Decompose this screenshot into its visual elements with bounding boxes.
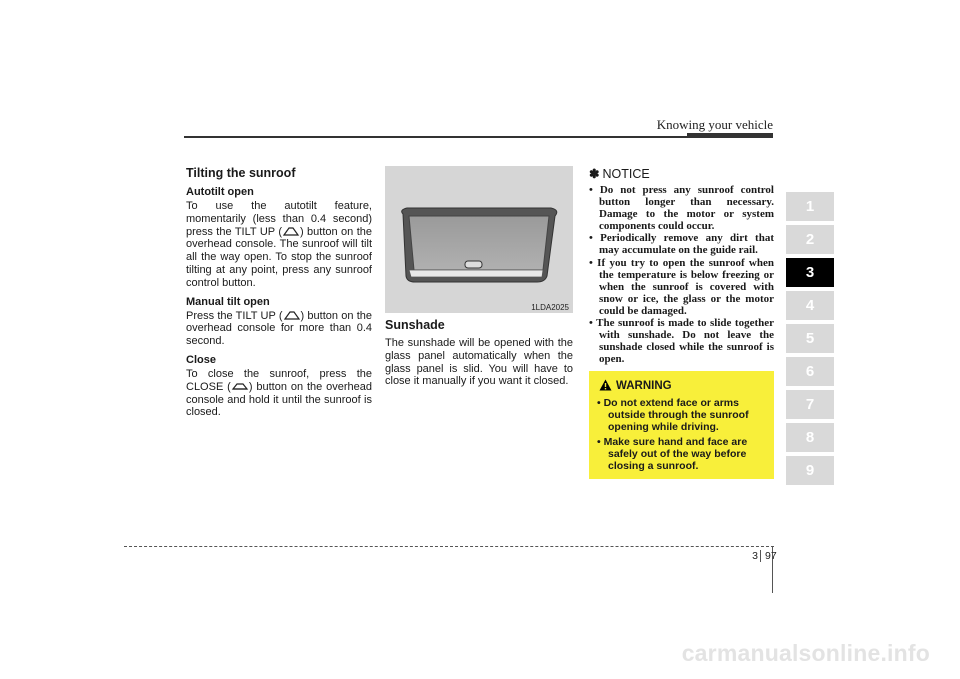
notice-title: NOTICE: [602, 167, 650, 181]
manual-text-b: ) button on the overhead console for more than 0.4 second.: [186, 309, 372, 348]
chapter-tab-7[interactable]: 7: [786, 390, 834, 419]
page-chapter: 3: [728, 550, 761, 562]
warning-heading: [599, 379, 672, 392]
column-sunshade: [385, 166, 573, 388]
figure-code: 1LDA2025: [531, 303, 569, 312]
warning-item: • Make sure hand and face are safely out of the way before closing a sunroof.: [597, 436, 748, 473]
chapter-tab-9[interactable]: 9: [786, 456, 834, 485]
chapter-tab-1[interactable]: 1: [786, 192, 834, 221]
warning-title: WARNING: [616, 380, 672, 392]
sunshade-illustration: [385, 166, 573, 313]
close-text-b: ) button on the overhead console and hold it until the sunroof is closed.: [186, 380, 372, 419]
warning-box: [589, 371, 774, 479]
header-rule-accent: [687, 133, 773, 138]
heading-sunshade: Sunshade: [385, 318, 445, 332]
column-tilting: [186, 166, 372, 419]
autotilt-text-a: To use the autotilt feature, momentarily (less than 0.4 second) press the TILT UP (: [186, 200, 372, 238]
subheading-autotilt: Autotilt open: [186, 186, 254, 198]
autotilt-text-b: ) button on the overhead console. The sunroof will tilt all the way open. To stop the sunroof tilting at any point, press any sunroof control button.: [186, 225, 372, 289]
tilt-up-icon: [282, 226, 300, 236]
chapter-tabs: [786, 192, 834, 489]
chapter-tab-8[interactable]: 8: [786, 423, 834, 452]
paragraph-sunshade: The sunshade will be opened with the glass panel automatically when the glass panel is slid. You will have to close it manually if you want it closed.: [385, 337, 573, 388]
page-number: [728, 550, 788, 562]
section-title: Knowing your vehicle: [656, 117, 773, 132]
warning-list: [597, 397, 769, 476]
header-rule: [184, 136, 773, 138]
manual-text-a: Press the TILT UP (: [186, 309, 283, 322]
close-sunroof-icon: [231, 381, 249, 391]
notice-star-icon: ✽: [589, 167, 600, 181]
notice-heading: [589, 166, 774, 181]
close-text-a: To close the sunroof, press the CLOSE (: [186, 367, 372, 393]
footer-rule: [124, 546, 774, 547]
page-index: 97: [765, 550, 777, 562]
paragraph-autotilt: [186, 200, 372, 290]
warning-triangle-icon: [599, 379, 612, 391]
subheading-manual-tilt: Manual tilt open: [186, 295, 270, 308]
column-notice: [589, 166, 774, 365]
chapter-tab-3[interactable]: 3: [786, 258, 834, 287]
chapter-tab-6[interactable]: 6: [786, 357, 834, 386]
paragraph-close: [186, 368, 372, 419]
notice-item: • If you try to open the sunroof when the temperature is below freezing or when the sunroof is covered with snow or ice, the glass or the motor could be damaged.: [589, 256, 774, 317]
warning-item: • Do not extend face or arms outside through the sunroof opening while driving.: [597, 397, 749, 434]
paragraph-manual-tilt: [186, 310, 372, 348]
notice-item: • Do not press any sunroof control button longer than necessary. Damage to the motor or system components could occur.: [589, 184, 774, 233]
chapter-tab-5[interactable]: 5: [786, 324, 834, 353]
subheading-close: Close: [186, 353, 216, 366]
notice-item: • The sunroof is made to slide together with sunshade. Do not leave the sunshade closed while the sunroof is open.: [589, 317, 774, 366]
notice-item: • Periodically remove any dirt that may accumulate on the guide rail.: [589, 232, 774, 257]
chapter-tab-4[interactable]: 4: [786, 291, 834, 320]
notice-list: [589, 184, 774, 365]
sunroof-panel-drawing: [385, 166, 573, 313]
watermark: carmanualsonline.info: [681, 640, 930, 666]
chapter-tab-2[interactable]: 2: [786, 225, 834, 254]
tilt-up-icon: [283, 310, 301, 320]
heading-tilting: Tilting the sunroof: [186, 166, 296, 180]
